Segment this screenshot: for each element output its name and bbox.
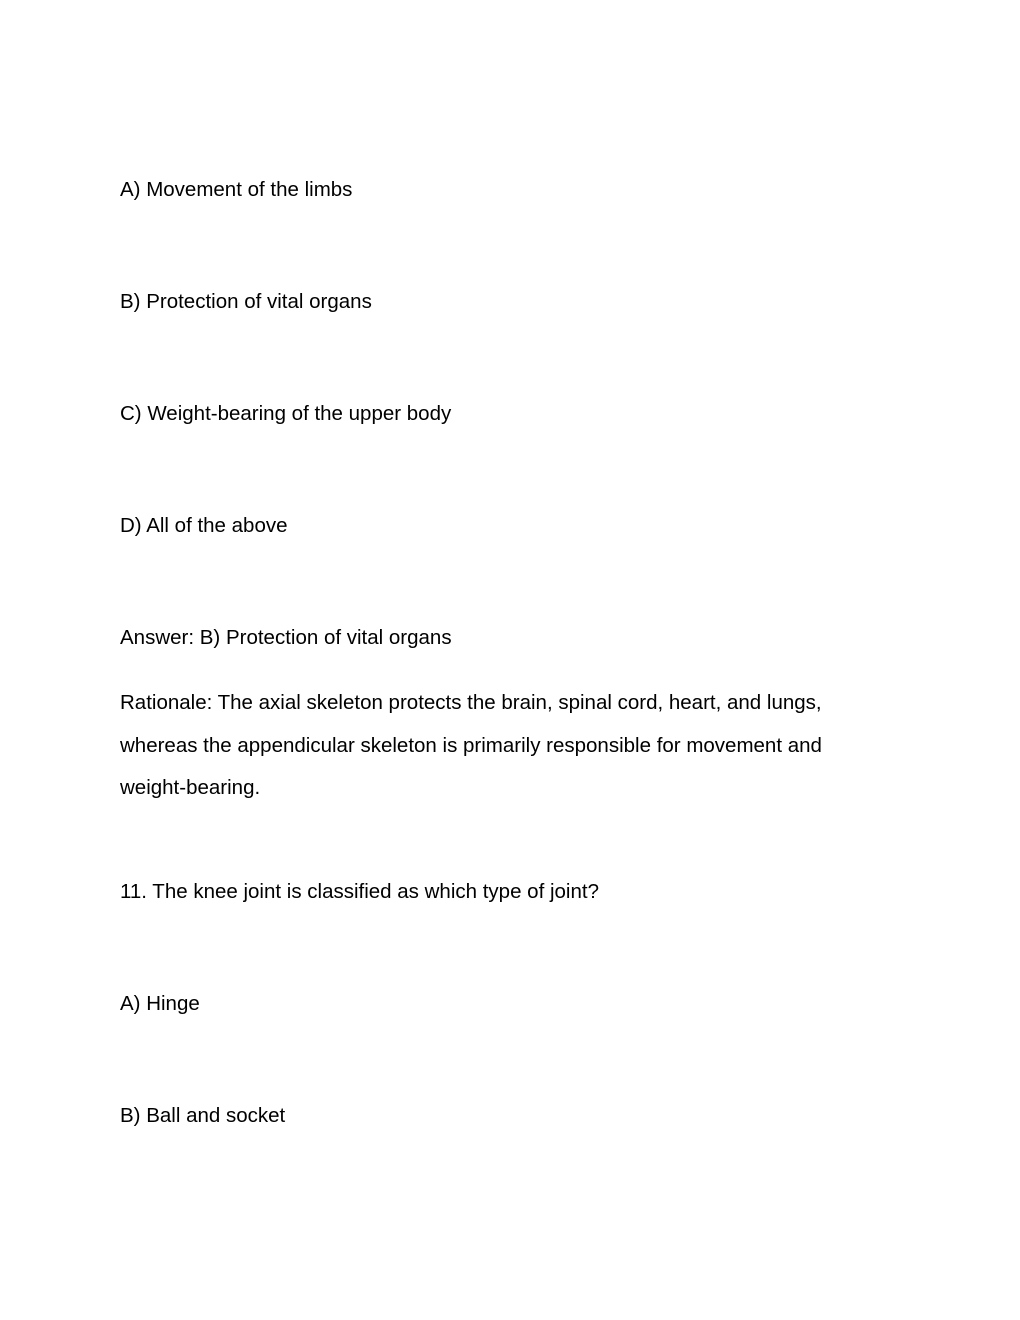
rationale-line-2: whereas the appendicular skeleton is primarily responsible for movement and xyxy=(120,733,822,757)
q11-option-a: A) Hinge xyxy=(120,992,200,1015)
q10-answer: Answer: B) Protection of vital organs xyxy=(120,626,452,649)
q10-option-a: A) Movement of the limbs xyxy=(120,178,353,201)
q10-option-c: C) Weight-bearing of the upper body xyxy=(120,402,452,425)
q10-rationale xyxy=(120,682,890,810)
q11-option-b: B) Ball and socket xyxy=(120,1104,286,1127)
rationale-line-1: Rationale: The axial skeleton protects the brain, spinal cord, heart, and lungs, xyxy=(120,691,822,714)
q11-question: 11. The knee joint is classified as which type of joint? xyxy=(120,880,599,903)
q10-option-d: D) All of the above xyxy=(120,514,288,537)
rationale-line-3: weight-bearing. xyxy=(120,776,261,799)
q10-option-b: B) Protection of vital organs xyxy=(120,290,372,313)
